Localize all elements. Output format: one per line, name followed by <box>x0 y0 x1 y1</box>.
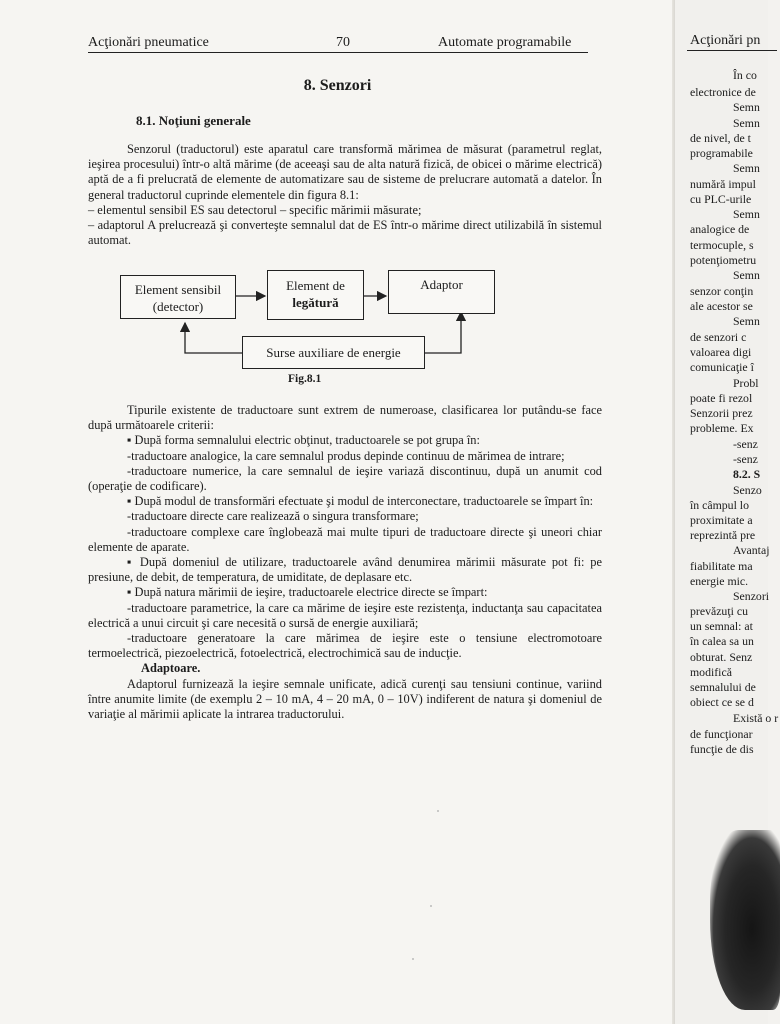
chapter-title: 8. Senzori <box>303 77 372 94</box>
box-element-sensibil <box>120 275 236 319</box>
running-header-right: Automate programabile <box>438 35 572 50</box>
scan-speck <box>430 905 432 907</box>
running-header-left: Acţionări pneumatice <box>88 35 209 50</box>
right-running-header: Acţionări pn <box>690 33 761 48</box>
paragraph: -traductoare numerice, la care semnalul de ieşire variază discontinuu, după un anumit cod (operaţie de codificare). <box>88 463 602 494</box>
paragraph: -traductoare generatoare la care mărimea de ieşire este o tensiune electromotoare termoelectrică, piezoelectrică, fotoelectrică, electrochimică sau de inducţie. <box>88 631 602 661</box>
adaptor-paragraph: Adaptorul furnizează la ieşire semnale unificate, adică curenţi sau tensiuni continue, variind între anumite limite (de exemplu 2 – 10 mA, 4 – 20 mA, 0 – 10V) indiferent de natura şi domeniul de variaţie al mărimii aplicate la intrarea traductorului. <box>88 676 602 722</box>
intro-paragraph <box>88 142 602 248</box>
paragraph: -traductoare complexe care înglobează mai multe tipuri de traductoare directe şi uneori chiar elemente de aparate. <box>88 524 602 554</box>
box-label: (detector) <box>152 299 204 314</box>
right-page-line: de senzori c <box>690 330 747 344</box>
box-label: Surse auxiliare de energie <box>266 345 401 360</box>
paragraph: -traductoare analogice, la care semnalul produs depinde continuu de mărimea de intrare; <box>127 448 565 463</box>
bullet-criterion: ▪ După natura mărimii de ieşire, traductoarele electrice directe se împart: <box>127 585 488 600</box>
bullet-criterion: ▪ După forma semnalului electric obţinut, traductoarele se pot grupa în: <box>127 433 480 448</box>
right-page-line: semnalului de <box>690 680 756 694</box>
intro-list-item: – adaptorul A prelucrează şi converteşte semnalul dat de ES într-o mărime direct utilizabilă în sistemul automat. <box>88 218 602 248</box>
box-surse-auxiliare <box>242 336 425 369</box>
right-page-line: cu PLC-urile <box>690 192 752 206</box>
right-page-line: programabile <box>690 146 753 160</box>
box-label: legătură <box>292 295 339 310</box>
box-label: Adaptor <box>420 277 463 292</box>
right-page-line: modifică <box>690 665 732 679</box>
right-page-line: termocuple, s <box>690 238 754 252</box>
right-page-line: -senz <box>733 452 758 466</box>
right-page-line: Semn <box>733 161 760 175</box>
right-page-line: obturat. Senz <box>690 650 753 664</box>
right-page-line: reprezintă pre <box>690 528 756 542</box>
right-page-line: funcţie de dis <box>690 742 754 756</box>
right-page-line: Senzori <box>733 589 770 603</box>
bullet-criterion: ▪ După modul de transformări efectuate şi modul de interconectare, traductoarele se împart în: <box>127 494 594 509</box>
right-page-line: Semn <box>733 100 760 114</box>
right-page-line: în câmpul lo <box>690 498 749 512</box>
right-page-line: de funcţionar <box>690 727 753 741</box>
figure-8-1-diagram <box>112 270 502 380</box>
right-page-line: proximitate a <box>690 513 753 527</box>
right-page-line: Semn <box>733 116 760 130</box>
right-page-line: în calea sa un <box>690 634 754 648</box>
right-page-line: Avantaj <box>733 543 770 557</box>
right-page-line: electronice de <box>690 85 756 99</box>
right-page-line: analogice de <box>690 222 750 236</box>
right-page-line: ale acestor se <box>690 299 753 313</box>
right-page-line: Există o r <box>733 711 779 725</box>
right-page-line: energie mic. <box>690 574 749 588</box>
right-header-rule <box>687 50 777 51</box>
right-page-line: comunicaţie î <box>690 360 754 374</box>
right-page-line: Probl <box>733 376 759 390</box>
subheading-adaptoare: Adaptoare. <box>141 661 201 676</box>
right-page-line: de nivel, de t <box>690 131 751 145</box>
scan-speck <box>437 810 439 812</box>
right-page-line: Senzorii prez <box>690 406 753 420</box>
paragraph: -traductoare parametrice, la care ca mărime de ieşire este rezistenţa, inductanţa sau capacitatea electrică a unui circuit şi care necesită o sursă de energie auxiliară; <box>88 600 602 630</box>
right-page-line: Semn <box>733 207 760 221</box>
right-page-line: prevăzuţi cu <box>690 604 748 618</box>
right-page-line: probleme. Ex <box>690 421 754 435</box>
box-label: Element de <box>286 278 345 293</box>
box-adaptor <box>388 270 495 314</box>
right-page-line: Semn <box>733 268 760 282</box>
right-page-line: 8.2. S <box>733 467 761 481</box>
right-page-line: un semnal: at <box>690 619 753 633</box>
intro-list-item: – elementul sensibil ES sau detectorul – specific mărimii măsurate; <box>88 202 422 217</box>
bullet-criterion: ▪ După domeniul de utilizare, traductoarele având denumirea mărimii măsurate pot fi: pe presiune, de debit, de temperatura, de umiditate, de deplasare etc. <box>88 555 602 585</box>
right-page-line: Semn <box>733 314 760 328</box>
right-page-line: Senzo <box>733 483 762 497</box>
header-rule <box>88 52 588 53</box>
right-page-line: obiect ce se d <box>690 695 754 709</box>
ink-blot <box>710 830 780 1010</box>
right-page-line: valoarea digi <box>690 345 752 359</box>
paragraph: -traductoare directe care realizează o singura transformare; <box>127 509 419 524</box>
paragraph: Tipurile existente de traductoare sunt extrem de numeroase, clasificarea lor putându-se face după următoarele criterii: <box>88 403 602 433</box>
page-number: 70 <box>336 35 350 50</box>
box-element-legatura <box>267 270 364 320</box>
right-page-line: senzor conţin <box>690 284 754 298</box>
right-page-line: fiabilitate ma <box>690 559 753 573</box>
right-page-line: poate fi rezol <box>690 391 753 405</box>
scan-speck <box>412 958 414 960</box>
right-page-line: numără impul <box>690 177 756 191</box>
right-page-line: În co <box>733 68 757 82</box>
box-label: Element sensibil <box>134 282 222 297</box>
figure-caption: Fig.8.1 <box>288 373 322 385</box>
right-page-line: potenţiometru <box>690 253 757 267</box>
intro-text: Senzorul (traductorul) este aparatul care transformă mărimea de măsurat (parametrul reglat, ieşirea procesului) într-o altă mărime (de aceeaşi sau de alta natură fizică, de obicei o mărime electrică) aptă de a fi prelucrată de elemente de automatizare sau de sisteme de prelucrare automată a datelor. În general traductorul cuprinde elementele din figura 8.1: <box>88 142 602 202</box>
section-title: 8.1. Noţiuni generale <box>136 113 251 128</box>
right-page-line: -senz <box>733 437 758 451</box>
classification-text <box>88 403 602 722</box>
